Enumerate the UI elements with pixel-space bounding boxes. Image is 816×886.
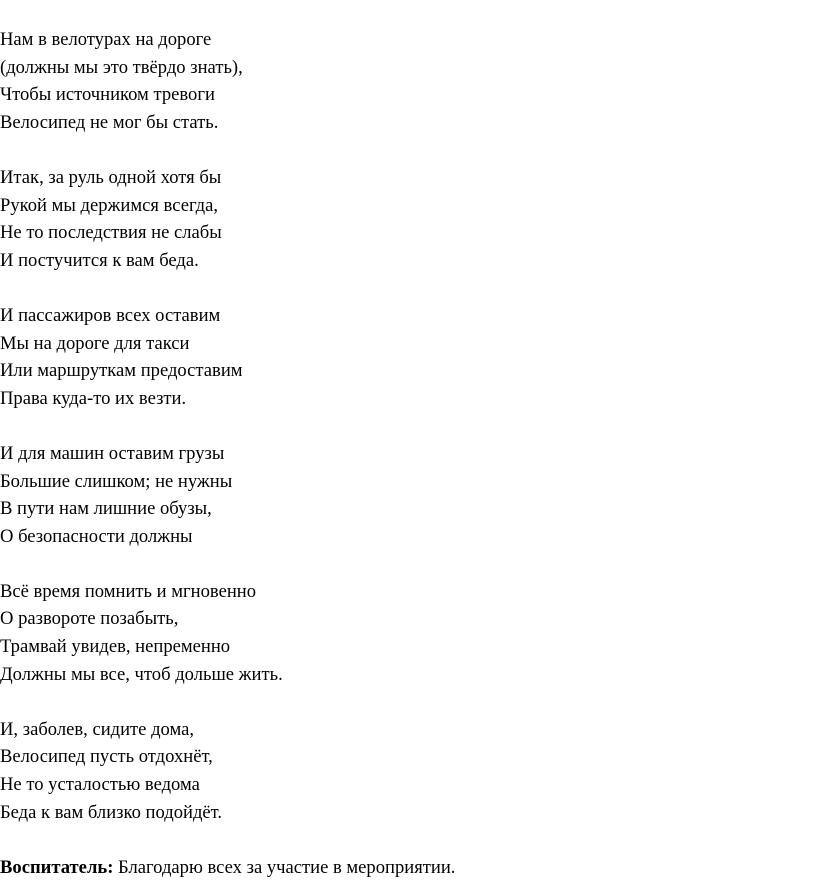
stanza-5 xyxy=(0,578,816,688)
poem-line: Не то усталостью ведома xyxy=(0,774,200,796)
stanza-2 xyxy=(0,164,816,274)
poem-line: Мы на дороге для такси xyxy=(0,332,190,354)
stanza-1 xyxy=(0,26,816,136)
closing-remark xyxy=(0,854,816,882)
closing-text: Благодарю всех за участие в мероприятии. xyxy=(113,856,456,878)
poem-line: И для машин оставим грузы xyxy=(0,442,225,464)
stanza-6 xyxy=(0,716,816,826)
poem-line: О развороте позабыть, xyxy=(0,608,179,630)
poem-line: Всё время помнить и мгновенно xyxy=(0,580,257,602)
poem-line: Не то последствия не слабы xyxy=(0,222,222,244)
poem-line: О безопасности должны xyxy=(0,525,193,547)
poem-line: И пассажиров всех оставим xyxy=(0,304,221,326)
poem-line: В пути нам лишние обузы, xyxy=(0,498,212,520)
stanza-3 xyxy=(0,302,816,412)
poem-line: Велосипед пусть отдохнёт, xyxy=(0,746,213,768)
poem-line: Чтобы источником тревоги xyxy=(0,84,215,106)
poem-line: И постучится к вам беда. xyxy=(0,249,199,271)
speaker-label: Воспитатель: xyxy=(0,856,114,878)
poem-line: Права куда-то их везти. xyxy=(0,387,187,409)
poem-line: Беда к вам близко подойдёт. xyxy=(0,801,223,823)
poem-line: (должны мы это твёрдо знать), xyxy=(0,56,243,78)
poem-line: Или маршруткам предоставим xyxy=(0,360,243,382)
poem-line: Должны мы все, чтоб дольше жить. xyxy=(0,663,283,685)
poem-line: Трамвай увидев, непременно xyxy=(0,636,231,658)
poem-line: Большие слишком; не нужны xyxy=(0,470,233,492)
poem-line: Велосипед не мог бы стать. xyxy=(0,111,219,133)
poem xyxy=(0,26,816,826)
poem-line: Рукой мы держимся всегда, xyxy=(0,194,219,216)
stanza-4 xyxy=(0,440,816,550)
poem-line: Нам в велотурах на дороге xyxy=(0,29,212,50)
poem-line: Итак, за руль одной хотя бы xyxy=(0,166,222,188)
poem-line: И, заболев, сидите дома, xyxy=(0,718,195,740)
document-page xyxy=(0,26,816,881)
